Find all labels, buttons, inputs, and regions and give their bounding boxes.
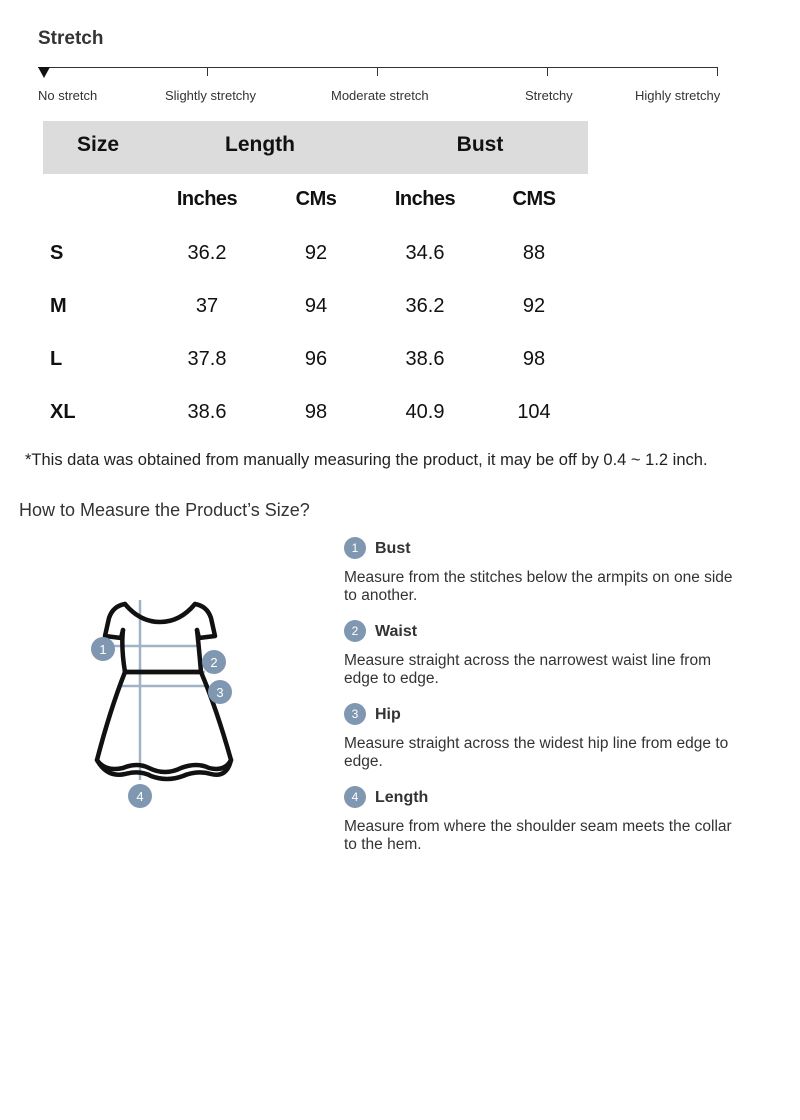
stretch-level-none: No stretch bbox=[38, 88, 98, 103]
table-cell: 34.6 bbox=[405, 242, 445, 264]
item-2-badge-icon: 2 bbox=[344, 620, 366, 642]
subheader-length-inches: Inches bbox=[176, 188, 238, 210]
table-cell: 88 bbox=[522, 242, 546, 264]
item-waist-title: Waist bbox=[375, 623, 418, 640]
item-hip-description: Measure straight across the widest hip line from edge to edge. bbox=[344, 735, 729, 770]
item-hip-title: Hip bbox=[375, 706, 401, 723]
dress-diagram bbox=[85, 590, 245, 815]
scale-tick bbox=[547, 67, 548, 76]
table-cell: 98 bbox=[304, 401, 328, 423]
row-size-l: L bbox=[50, 348, 63, 370]
row-size-xl: XL bbox=[50, 401, 76, 423]
stretch-title: Stretch bbox=[38, 28, 104, 49]
stretch-level-stretchy: Stretchy bbox=[525, 88, 573, 103]
stretch-scale-line bbox=[38, 67, 718, 68]
diagram-label-4: 4 bbox=[136, 789, 144, 804]
item-waist-description: Measure straight across the narrowest waist line from edge to edge. bbox=[344, 652, 711, 687]
item-1-badge-icon: 1 bbox=[344, 537, 366, 559]
item-bust-description: Measure from the stitches below the armpits on one side to another. bbox=[344, 569, 733, 604]
stretch-level-slight: Slightly stretchy bbox=[165, 88, 257, 103]
header-length: Length bbox=[225, 133, 295, 156]
table-cell: 92 bbox=[522, 295, 546, 317]
subheader-bust-inches: Inches bbox=[394, 188, 456, 210]
table-cell: 38.6 bbox=[405, 348, 445, 370]
diagram-label-2: 2 bbox=[210, 655, 218, 670]
table-cell: 96 bbox=[304, 348, 328, 370]
table-cell: 36.2 bbox=[187, 242, 227, 264]
item-length-title: Length bbox=[375, 789, 429, 806]
subheader-length-cms: CMs bbox=[295, 188, 337, 210]
item-4-badge-icon: 4 bbox=[344, 786, 366, 808]
row-size-s: S bbox=[50, 242, 64, 264]
measure-section-title: How to Measure the Product’s Size? bbox=[19, 500, 310, 520]
item-length-description: Measure from where the shoulder seam meets the collar to the hem. bbox=[344, 818, 732, 853]
table-cell: 92 bbox=[304, 242, 328, 264]
table-cell: 37.8 bbox=[187, 348, 227, 370]
table-cell: 36.2 bbox=[405, 295, 445, 317]
measurement-note: *This data was obtained from manually measuring the product, it may be off by 0.4 ~ 1.2 inch. bbox=[25, 451, 708, 469]
table-cell: 94 bbox=[304, 295, 328, 317]
scale-tick bbox=[207, 67, 208, 76]
header-bust: Bust bbox=[456, 133, 504, 156]
table-cell: 104 bbox=[517, 401, 551, 423]
row-size-m: M bbox=[50, 295, 67, 317]
table-cell: 40.9 bbox=[405, 401, 445, 423]
diagram-label-1: 1 bbox=[99, 642, 107, 657]
table-cell: 98 bbox=[522, 348, 546, 370]
item-bust-title: Bust bbox=[375, 540, 411, 557]
diagram-label-3: 3 bbox=[216, 685, 224, 700]
scale-tick bbox=[377, 67, 378, 76]
stretch-level-moderate: Moderate stretch bbox=[331, 88, 429, 103]
scale-tick bbox=[717, 67, 718, 76]
table-cell: 38.6 bbox=[187, 401, 227, 423]
table-cell: 37 bbox=[195, 295, 219, 317]
subheader-bust-cms: CMS bbox=[512, 188, 556, 210]
header-size: Size bbox=[76, 133, 120, 156]
item-3-badge-icon: 3 bbox=[344, 703, 366, 725]
stretch-marker-icon bbox=[38, 67, 50, 78]
stretch-level-high: Highly stretchy bbox=[635, 88, 721, 103]
